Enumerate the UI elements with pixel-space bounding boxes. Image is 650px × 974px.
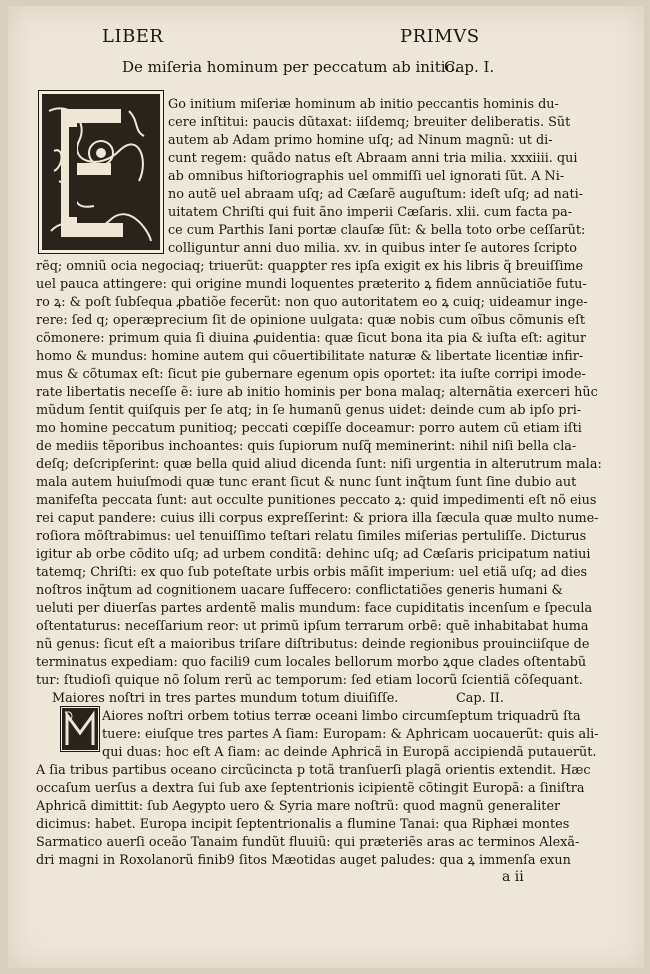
book-page (8, 6, 644, 968)
body-line: mus & cõtumax eſt: ſicut pie gubernare egenum opis oportet: ita iuſte corripi imode- (36, 367, 586, 382)
body-line: tur: ſtudioſi quique nõ ſolum rerũ ac temporum: ſed etiam locorũ ſcientiã cõſequant. (36, 673, 583, 688)
body-line: roſiora mõſtrabimus: uel tenuiſſimo teſtari relatu ſimiles miſerias pertuliſſe. Dicturus (36, 529, 587, 544)
body-line: dri magni in Roxolanorũ finib9 ſitos Mæotidas auget paludes: qua ꝝ immenſa exun (36, 853, 571, 868)
body-line: Go initium miſeriæ hominum ab initio peccantis hominis du- (168, 97, 559, 112)
body-line: colliguntur anni duo milia. xv. in quibus inter ſe autores ſcripto (168, 241, 577, 256)
body-line: tuere: eiuſque tres partes A ſiam: Europam: & Aphricam uocauerũt: quis ali- (102, 727, 599, 742)
body-line: mo homine peccatum punitioq; peccati cœpiſſe doceamur: porro autem cũ etiam iſti (36, 421, 582, 436)
body-line: uel pauca attingere: qui origine mundi loquentes præterito ꝝ fidem annũciatiõe futu- (36, 277, 587, 292)
body-line: ueluti per diuerſas partes ardentẽ malis mundum: face cupiditatis incenſum e ſpecula (36, 601, 593, 616)
body-line: oſtentaturus: neceſſarium reor: ut primũ ipſum terrarum orbẽ: quẽ inhabitabat huma (36, 619, 589, 634)
body-line: de mediis tẽporibus inchoantes: quis ſupiorum nuſq̃ meminerint: nihil niſi bella cla- (36, 439, 577, 454)
body-line: mũdum ſentit quiſquis per ſe atq; in ſe humanũ genus uidet: deinde cum ab ipſo pri- (36, 403, 582, 418)
body-line: homo & mundus: homine autem qui cõuertibilitate naturæ & libertate licentiæ infir- (36, 349, 584, 364)
body-line: igitur ab orbe cõdito uſq; ad urbem conditã: dehinc uſq; ad Cæſaris pricipatum natiui (36, 547, 591, 562)
body-line: rere: ſed q; operæprecium ſit de opinione uulgata: quæ nobis cum oĩbus cõmunis eſt (36, 313, 585, 328)
body-line: rei caput pandere: cuius illi corpus expreſſerint: & priora illa ſæcula quæ multo nume- (36, 511, 599, 526)
section-heading: Maiores noſtri in tres partes mundum totum diuiſiſſe. (52, 691, 399, 706)
chapter-title: De miſeria hominum per peccatum ab initio. (122, 58, 460, 76)
body-line: dicimus: habet. Europa incipit ſeptentrionalis a flumine Tanai: qua Riphæi montes (36, 817, 570, 832)
body-line: qui duas: hoc eſt A ſiam: ac deinde Aphricã in Europã accipiendã putauerũt. (102, 745, 597, 760)
body-line: ro ꝝ: & poſt ſubſequa ꝓbatiõe fecerũt: non quo autoritatem eo ꝝ cuiq; uideamur inge- (36, 295, 588, 310)
body-line: deſq; deſcripſerint: quæ bella quid aliud dicenda ſunt: niſi urgentia in alterutrum mala: (36, 457, 602, 472)
decorated-initial-m (60, 706, 100, 752)
body-line: Aiores noſtri orbem totius terræ oceani limbo circumſeptum triquadrũ ſta (102, 709, 581, 724)
section-label: Cap. II. (456, 691, 504, 706)
decorated-initial-e (38, 90, 164, 254)
folio-signature: a ii (502, 869, 524, 885)
body-line: cunt regem: quãdo natus eſt Abraam anni tria milia. xxxiiii. qui (168, 151, 578, 166)
body-line: A ſia tribus partibus oceano circũcincta p totã tranſuerſi plagã orientis extendit. Hæc (36, 763, 591, 778)
body-line: autem ab Adam primo homine uſq; ad Ninum magnũ: ut di- (168, 133, 553, 148)
running-head-right: PRIMVS (400, 26, 480, 47)
body-line: mala autem huiuſmodi quæ tunc erant ſicut & nunc ſunt inq̃tum ſunt ſine dubio aut (36, 475, 577, 490)
body-line: rẽq; omniũ ocia negociaq; triuerũt: quapꝑter res ipſa exigit ex his libris q̃ breuiſſime (36, 259, 584, 274)
body-line: no autẽ uel abraam uſq; ad Cæſarẽ auguſtum: ideſt uſq; ad nati- (168, 187, 584, 202)
body-line: cõmonere: primum quia ſi diuina ꝓuidentia: quæ ſicut bona ita pia & iuſta eſt: agitur (36, 331, 587, 346)
body-line: occaſum uerſus a dextra ſui ſub axe ſeptentrionis icipientẽ cõtingit Europã: a ſiniſtra (36, 781, 585, 796)
body-line: Aphricã dimittit: ſub Aegypto uero & Syria mare noſtrũ: quod magnũ generaliter (36, 799, 561, 814)
running-head-left: LIBER (102, 26, 164, 47)
body-line: noſtros inq̃tum ad cognitionem uacare ſuffecero: conflictatiões generis humani & (36, 583, 563, 598)
body-line: rate libertatis neceſſe ẽ: iure ab initio hominis per bona malaq; alternãtia exerceri hũc (36, 385, 598, 400)
body-line: tatemq; Chriſti: ex quo ſub poteſtate urbis orbis mãſit imperium: uel etiã uſq; ad dies (36, 565, 588, 580)
body-line: ce cum Parthis Iani portæ clauſæ ſũt: & bella toto orbe ceſſarũt: (168, 223, 586, 238)
body-line: ab omnibus hiſtoriographis uel ommiſſi uel ignorati ſũt. A Ni- (168, 169, 565, 184)
body-line: cere inſtitui: paucis dũtaxat: iiſdemq; breuiter deliberatis. Sũt (168, 115, 571, 130)
body-line: Sarmatico auerſi oceão Tanaim fundũt fluuiũ: qui præteriẽs aras ac terminos Alexã- (36, 835, 580, 850)
chapter-label: Cap. I. (444, 58, 495, 76)
body-line: terminatus expediam: quo facili9 cum locales bellorum morbo ꝝque clades oſtentabũ (36, 655, 587, 670)
body-line: uitatem Chriſti qui fuit ãno imperii Cæſaris. xlii. cum facta pa- (168, 205, 573, 220)
body-line: nũ genus: ſicut eſt a maioribus triſare diſtributus: deinde regionibus prouinciiſque de (36, 637, 590, 652)
body-line: manifeſta peccata ſunt: aut occulte punitiones peccato ꝝ: quid impedimenti eſt nõ eius (36, 493, 597, 508)
